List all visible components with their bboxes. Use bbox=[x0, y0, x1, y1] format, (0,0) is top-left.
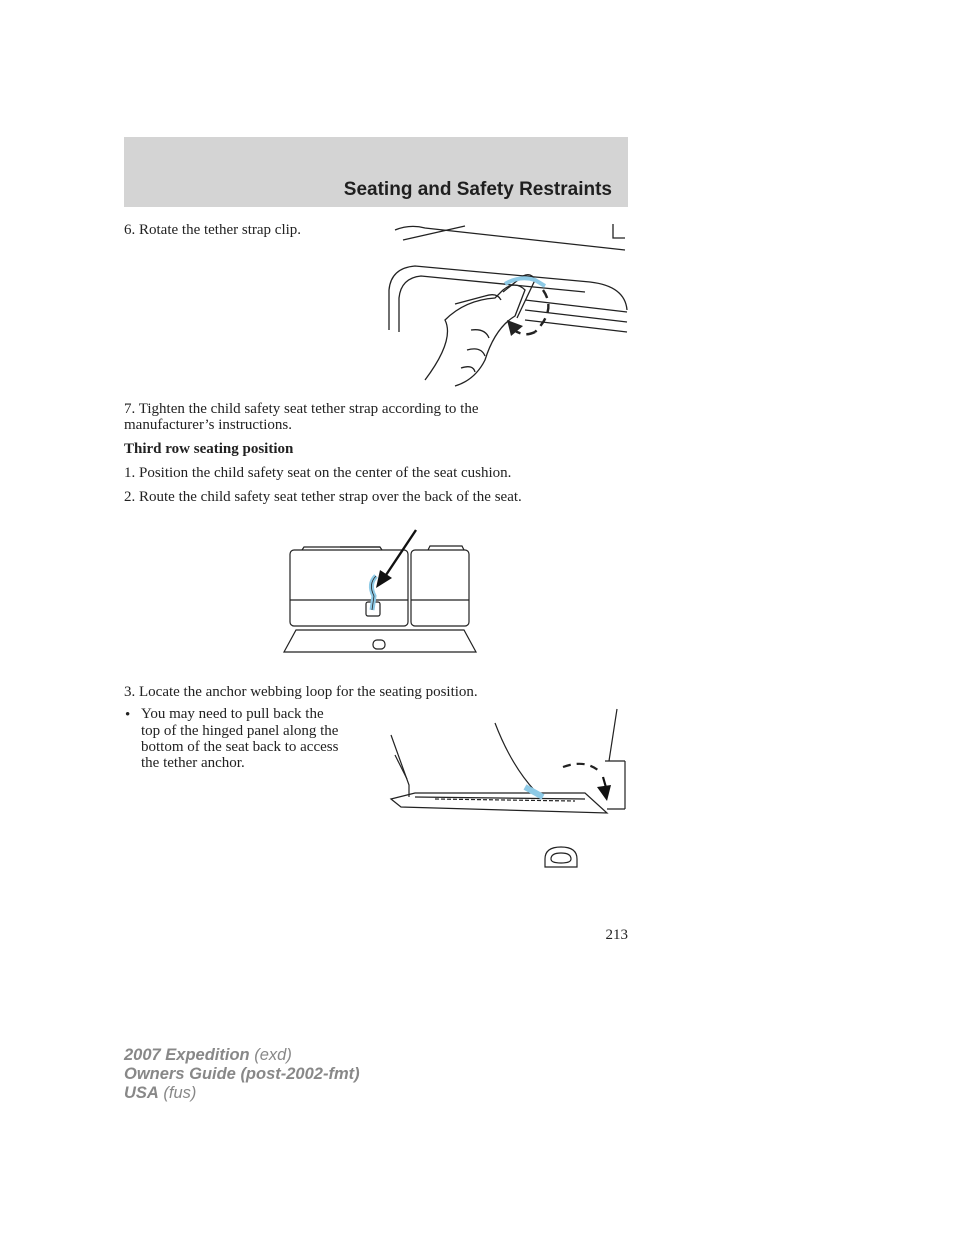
footer-guide: Owners Guide (post-2002-fmt) bbox=[124, 1065, 360, 1083]
section-header-band bbox=[124, 137, 628, 207]
third-row-heading: Third row seating position bbox=[124, 441, 294, 457]
tether-clip-illustration bbox=[385, 220, 630, 390]
section-title: Seating and Safety Restraints bbox=[343, 179, 612, 200]
footer-market: USA bbox=[124, 1084, 159, 1102]
page-number: 213 bbox=[605, 927, 628, 943]
step-7-text-line2: manufacturer’s instructions. bbox=[124, 417, 293, 433]
third-row-step-1: 1. Position the child safety seat on the center of the seat cushion. bbox=[124, 465, 512, 481]
step-7-text-line1: 7. Tighten the child safety seat tether strap according to the bbox=[124, 401, 479, 417]
footer-line-1 bbox=[124, 1046, 360, 1065]
third-row-step-3: 3. Locate the anchor webbing loop for the seating position. bbox=[124, 684, 478, 700]
footer-line-2 bbox=[124, 1065, 360, 1084]
third-row-step-2: 2. Route the child safety seat tether strap over the back of the seat. bbox=[124, 489, 522, 505]
bullet-text-line3: bottom of the seat back to access bbox=[141, 739, 339, 755]
bullet-text-line4: the tether anchor. bbox=[141, 755, 245, 771]
step-6-text: 6. Rotate the tether strap clip. bbox=[124, 222, 302, 238]
footer-market-code: (fus) bbox=[158, 1084, 197, 1102]
document-footer bbox=[124, 1046, 360, 1103]
footer-model-code: (exd) bbox=[249, 1046, 292, 1064]
footer-model: 2007 Expedition bbox=[124, 1046, 250, 1064]
bullet-marker: • bbox=[125, 707, 131, 723]
tether-anchor-illustration bbox=[385, 705, 630, 875]
bullet-text-line2: top of the hinged panel along the bbox=[141, 723, 339, 739]
bullet-text-line1: You may need to pull back the bbox=[141, 706, 324, 722]
third-row-seat-illustration bbox=[280, 526, 480, 656]
footer-line-3 bbox=[124, 1084, 360, 1103]
